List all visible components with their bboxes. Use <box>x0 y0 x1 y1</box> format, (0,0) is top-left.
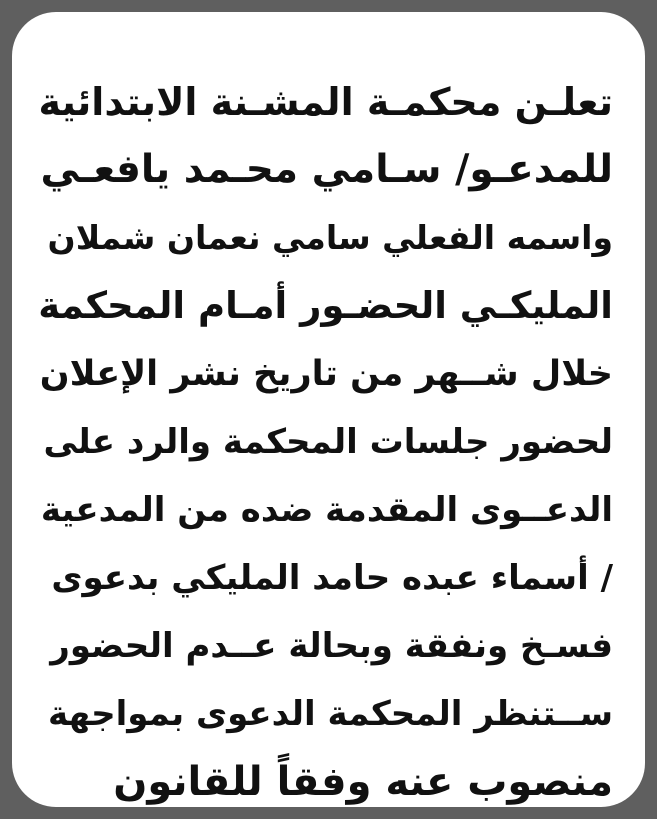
notice-line: خلال شــهر من تاريخ نشر الإعلان <box>39 354 613 394</box>
notice-line: تعلـن محكمـة المشـنة الابتدائية <box>38 80 613 124</box>
notice-line: ســتنظر المحكمة الدعوى بمواجهة <box>48 694 613 734</box>
notice-line: منصوب عنه وفقاً للقانون <box>113 759 613 805</box>
notice-card <box>12 12 645 807</box>
notice-line: واسمه الفعلي سامي نعمان شملان <box>47 218 613 257</box>
notice-line: المليكـي الحضـور أمـام المحكمة <box>38 284 613 327</box>
notice-line: فسـخ ونفقة وبحالة عــدم الحضور <box>50 626 613 666</box>
notice-line: لحضور جلسات المحكمة والرد على <box>43 422 613 462</box>
notice-line: للمدعـو/ سـامي محـمد يافعـي <box>40 147 613 192</box>
notice-line: / أسماء عبده حامد المليكي بدعوى <box>51 558 613 598</box>
notice-text <box>38 68 613 816</box>
notice-line: الدعــوى المقدمة ضده من المدعية <box>40 490 613 530</box>
